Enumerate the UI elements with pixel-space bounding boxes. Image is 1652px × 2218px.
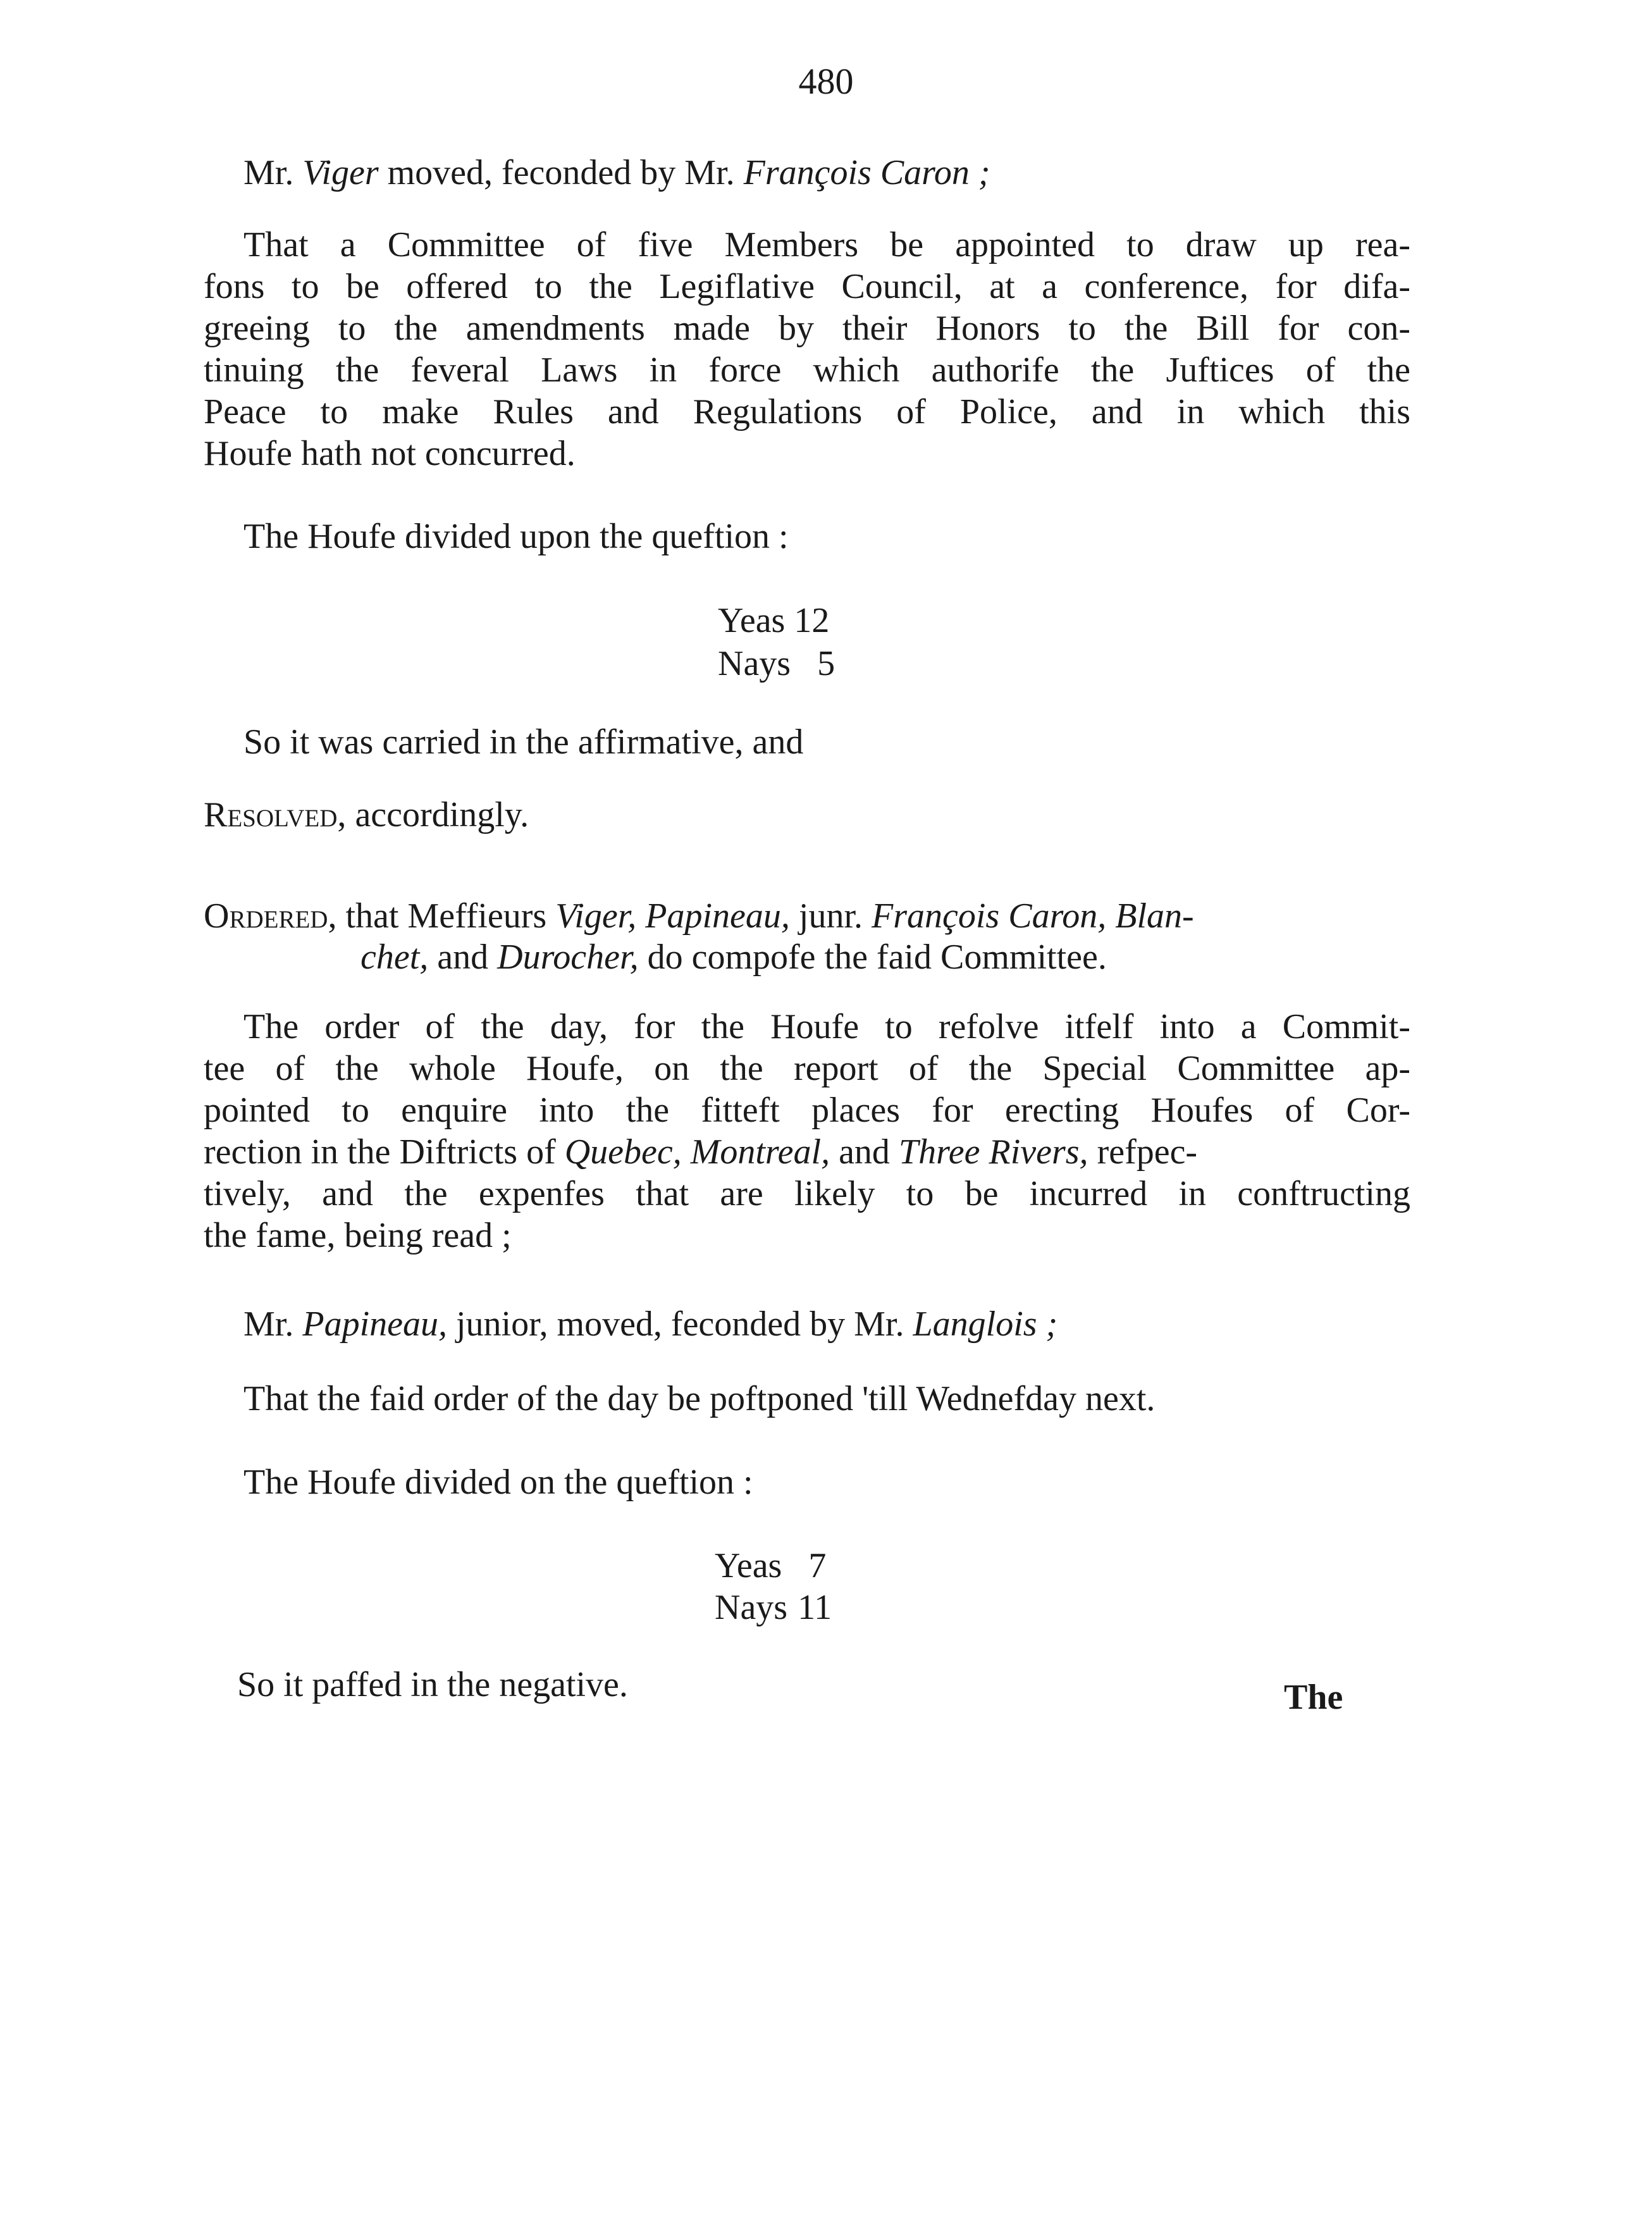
yeas-count: 7 xyxy=(808,1546,827,1585)
motion-text: junior, moved, feconded by xyxy=(447,1304,854,1344)
nays-label: Nays xyxy=(715,1588,788,1627)
nays-count: 5 xyxy=(817,644,835,683)
order-of-day-line-2: tee of the whole Houfe, on the report of the Special Committee ap- xyxy=(204,1049,1410,1088)
page-number: 480 xyxy=(798,61,854,102)
order-of-day-line-1: The order of the day, for the Houfe to refolve itfelf into a Commit- xyxy=(243,1007,1410,1046)
order-of-day-line-4 xyxy=(204,1131,1410,1173)
title-mr: Mr. xyxy=(854,1304,904,1344)
yeas-label: Yeas xyxy=(718,601,786,640)
order-of-day-line-5: tively, and the expenfes that are likely to be incurred in conftructing xyxy=(204,1174,1410,1213)
resolution-line-4: tinuing the feveral Laws in force which authorife the Juftices of the xyxy=(204,350,1410,390)
order-text: rection in the Diftricts of xyxy=(204,1132,565,1172)
postpone-motion: That the faid order of the day be poftponed 'till Wednefday next. xyxy=(243,1379,1156,1418)
result-statement-1: So it was carried in the affirmative, and xyxy=(243,722,804,762)
name-papineau: Papineau, xyxy=(302,1304,447,1344)
name-langlois: Langlois ; xyxy=(913,1304,1058,1344)
ordered-line-2 xyxy=(361,936,1107,978)
names-viger-papineau: Viger, Papineau, xyxy=(555,896,790,936)
catchword: The xyxy=(1284,1678,1343,1717)
order-text: and xyxy=(830,1132,899,1172)
title-mr: Mr. xyxy=(243,153,294,192)
vote-nays-2 xyxy=(715,1587,832,1628)
resolution-line-5: Peace to make Rules and Regulations of Police, and in which this xyxy=(204,392,1410,431)
resolution-line-3: greeing to the amendments made by their Honors to the Bill for con- xyxy=(204,309,1410,348)
ordered-text: junr. xyxy=(789,896,872,936)
place-quebec-montreal: Quebec, Montreal, xyxy=(564,1132,830,1172)
vote-yeas-1 xyxy=(718,600,829,641)
yeas-count: 12 xyxy=(794,601,830,640)
ordered-text: that Meffieurs xyxy=(336,896,556,936)
nays-count: 11 xyxy=(798,1588,832,1627)
place-three-rivers: Three Rivers, xyxy=(898,1132,1088,1172)
name-viger: Viger xyxy=(302,153,379,192)
resolved-heading: Resolved, xyxy=(204,795,347,834)
resolution-line-1: That a Committee of five Members be appointed to draw up rea- xyxy=(243,225,1410,264)
resolution-line-6: Houfe hath not concurred. xyxy=(204,434,576,473)
result-statement-2: So it paffed in the negative. xyxy=(237,1665,628,1704)
title-mr: Mr. xyxy=(243,1304,294,1344)
motion-text: moved, feconded by xyxy=(378,153,685,192)
name-blanchet: chet, xyxy=(361,938,429,977)
vote-nays-1 xyxy=(718,643,835,685)
resolved-text: accordingly. xyxy=(346,795,529,834)
motion-line-viger xyxy=(243,152,990,194)
yeas-label: Yeas xyxy=(715,1546,782,1585)
name-caron: François Caron ; xyxy=(743,153,990,192)
vote-yeas-2 xyxy=(715,1545,826,1587)
ordered-text: and xyxy=(428,938,498,977)
name-durocher: Durocher, xyxy=(497,938,639,977)
names-caron-blanchet: François Caron, Blan- xyxy=(872,896,1194,936)
order-of-day-line-3: pointed to enquire into the fitteft places for erecting Houfes of Cor- xyxy=(204,1091,1410,1130)
division-statement-1: The Houfe divided upon the queftion : xyxy=(243,517,789,556)
ordered-text: do compofe the faid Committee. xyxy=(638,938,1107,977)
ordered-line-1 xyxy=(204,895,1194,937)
resolved-line xyxy=(204,794,529,836)
order-of-day-line-6: the fame, being read ; xyxy=(204,1216,512,1255)
nays-label: Nays xyxy=(718,644,791,683)
ordered-heading: Ordered, xyxy=(204,896,337,936)
order-text: refpec- xyxy=(1088,1132,1198,1172)
division-statement-2: The Houfe divided on the queftion : xyxy=(243,1463,753,1502)
resolution-line-2: fons to be offered to the Legiflative Council, at a conference, for difa- xyxy=(204,267,1410,306)
motion-line-papineau xyxy=(243,1303,1057,1345)
title-mr: Mr. xyxy=(684,153,735,192)
